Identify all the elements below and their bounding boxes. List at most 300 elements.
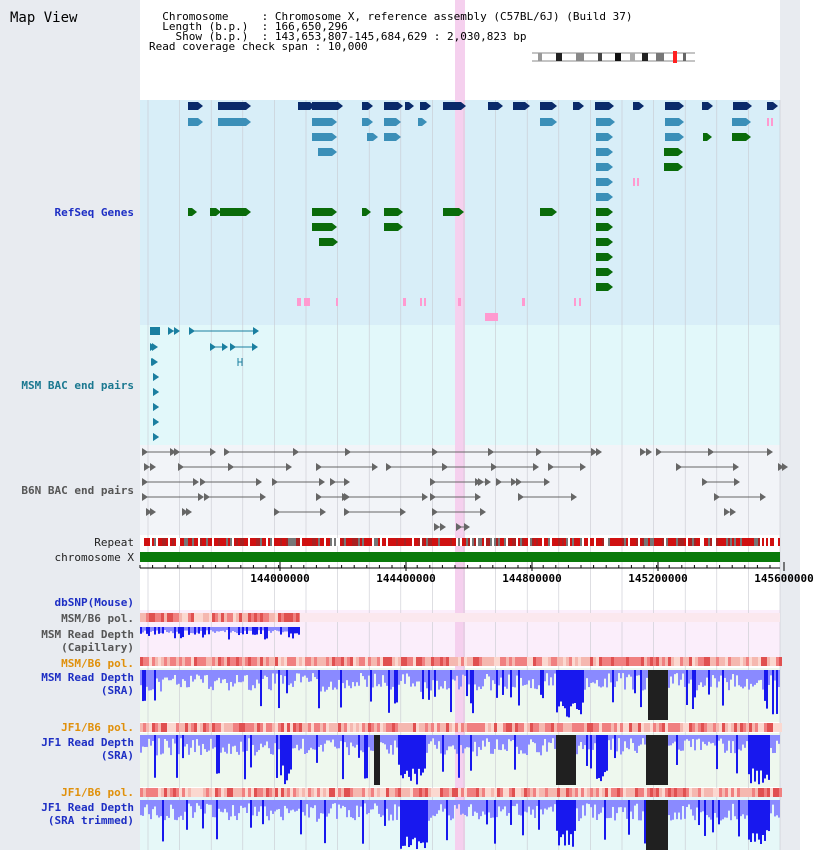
show-info-line: Show (b.p.) : 143,653,807-145,684,629 : 2,030,823 bp [175, 30, 527, 43]
msm-pol-track-2 [716, 657, 719, 666]
jf1-pol-track [230, 723, 233, 732]
jf1-pol-track [626, 723, 629, 732]
track-label-refseq[interactable]: RefSeq Genes [54, 206, 134, 219]
track-label-dbsnp[interactable]: dbSNP(Mouse) [54, 596, 134, 609]
msm-pol-track-2 [590, 657, 593, 666]
msm-sra-depth-bar [210, 670, 212, 687]
jf1-pol-track-2 [410, 788, 413, 797]
jf1-sra-depth-bar [250, 735, 252, 767]
jf1-sra-depth-bar [184, 735, 186, 747]
jf1-sra-depth-bar [726, 735, 728, 751]
jf1-pol-track-2 [548, 788, 551, 797]
repeat-element [630, 538, 632, 546]
jf1-trim-depth-bar [448, 800, 450, 815]
jf1-trim-depth-bar [650, 800, 652, 850]
jf1-sra-depth-bar [652, 735, 654, 785]
jf1-trim-depth-bar [428, 800, 430, 821]
jf1-sra-depth-bar [426, 735, 428, 753]
jf1-trim-depth-bar [396, 800, 398, 820]
jf1-trim-depth-bar [240, 800, 242, 806]
jf1-trim-depth-bar [414, 800, 416, 838]
jf1-sra-depth-bar [606, 735, 608, 771]
msm-pol-track-2 [473, 657, 476, 666]
msm-sra-depth-bar [170, 670, 172, 680]
msm-pol-track-2 [449, 657, 452, 666]
repeat-element [266, 538, 268, 546]
jf1-trim-depth-bar [458, 800, 460, 804]
repeat-element [186, 538, 188, 546]
jf1-pol-track-2 [725, 788, 728, 797]
jf1-pol-track-2 [446, 788, 449, 797]
jf1-pol-track-2 [278, 788, 281, 797]
jf1-sra-depth-bar [178, 735, 180, 754]
jf1-pol-track [728, 723, 731, 732]
msm-sra-depth-bar [750, 670, 752, 684]
track-label-msm-depth-sra[interactable]: MSM Read Depth [41, 671, 134, 684]
msm-sra-depth-bar [164, 670, 166, 678]
jf1-trim-depth-bar [598, 800, 600, 814]
repeat-element [394, 538, 396, 546]
jf1-pol-track-2 [236, 788, 239, 797]
jf1-pol-track-2 [557, 788, 560, 797]
jf1-pol-track-2 [314, 788, 317, 797]
repeat-element [616, 538, 618, 546]
jf1-trim-depth-bar [334, 800, 336, 803]
msm-pol-track [269, 613, 272, 622]
jf1-sra-depth-bar [304, 735, 306, 754]
jf1-pol-track-2 [458, 788, 461, 797]
jf1-sra-depth-bar [244, 735, 246, 779]
jf1-trim-depth-bar [590, 800, 592, 807]
jf1-trim-depth-bar [506, 800, 508, 816]
jf1-sra-depth-bar [504, 735, 506, 749]
msm-pol-track [200, 613, 203, 622]
jf1-trim-depth-bar [178, 800, 180, 817]
msm-sra-depth-bar [158, 670, 160, 682]
jf1-pol-track-2 [260, 788, 263, 797]
jf1-trim-depth-bar [286, 800, 288, 808]
msm-pol-track-2 [407, 657, 410, 666]
repeat-element [418, 538, 420, 546]
msm-sra-depth-bar [778, 670, 780, 687]
msm-sra-depth-bar [698, 670, 700, 685]
msm-sra-depth-bar [296, 670, 298, 673]
msm-pol-track-2 [197, 657, 200, 666]
msm-pol-track-2 [581, 657, 584, 666]
jf1-pol-track-2 [590, 788, 593, 797]
jf1-trim-depth-bar [698, 800, 700, 825]
jf1-sra-depth-bar [294, 735, 296, 748]
msm-pol-track [284, 613, 287, 622]
jf1-sra-depth-bar [498, 735, 500, 750]
jf1-trim-depth-bar [728, 800, 730, 811]
jf1-pol-track [203, 723, 206, 732]
jf1-trim-depth-bar [634, 800, 636, 806]
jf1-pol-track-2 [581, 788, 584, 797]
jf1-sra-depth-bar [506, 735, 508, 751]
jf1-pol-track-2 [728, 788, 731, 797]
jf1-sra-depth-bar [716, 735, 718, 769]
jf1-trim-depth-bar [772, 800, 774, 805]
msm-sra-depth-bar [230, 670, 232, 682]
msm-sra-depth-bar [362, 670, 364, 676]
jf1-pol-track-2 [305, 788, 308, 797]
repeat-element [424, 538, 426, 546]
track-label-b6n-bac[interactable]: B6N BAC end pairs [21, 484, 134, 497]
jf1-pol-track [149, 723, 152, 732]
msm-sra-depth-bar [638, 670, 640, 675]
msm-sra-depth-bar [726, 670, 728, 682]
msm-pol-track-2 [209, 657, 212, 666]
msm-sra-depth-bar [380, 670, 382, 687]
jf1-pol-track [524, 723, 527, 732]
msm-pol-track [152, 613, 155, 622]
jf1-sra-depth-bar [740, 735, 742, 751]
jf1-sra-depth-bar [164, 735, 166, 739]
jf1-pol-track [617, 723, 620, 732]
jf1-pol-track-2 [245, 788, 248, 797]
msm-sra-depth-bar [468, 670, 470, 684]
jf1-trim-depth-bar [316, 800, 318, 822]
jf1-sra-depth-bar [600, 735, 602, 781]
repeat-element [622, 538, 624, 546]
repeat-element [772, 538, 774, 546]
jf1-pol-track [674, 723, 677, 732]
jf1-sra-depth-bar [570, 735, 572, 785]
jf1-pol-track [743, 723, 746, 732]
repeat-element [198, 538, 200, 546]
jf1-trim-depth-bar [176, 800, 178, 820]
jf1-sra-depth-bar [484, 735, 486, 747]
repeat-element [492, 538, 494, 546]
jf1-sra-depth-bar [588, 735, 590, 749]
msm-sra-depth-bar [534, 670, 536, 689]
repeat-element [626, 538, 628, 546]
track-label-jf1-pol-1[interactable]: JF1/B6 pol. [61, 721, 134, 734]
refseq-gene [771, 118, 773, 126]
jf1-trim-depth-bar [232, 800, 234, 805]
msm-sra-depth-bar [536, 670, 538, 689]
jf1-pol-track-2 [218, 788, 221, 797]
msm-pol-track-2 [230, 657, 233, 666]
jf1-sra-depth-bar [448, 735, 450, 746]
jf1-pol-track-2 [620, 788, 623, 797]
msm-sra-depth-bar [526, 670, 528, 684]
repeat-element [646, 538, 648, 546]
msm-sra-depth-bar [290, 670, 292, 683]
jf1-pol-track-2 [482, 788, 485, 797]
refseq-gene [596, 178, 608, 186]
jf1-pol-track-2 [227, 788, 230, 797]
repeat-element [664, 538, 666, 546]
jf1-sra-depth-bar [536, 735, 538, 752]
msm-cap-depth-bar [224, 627, 226, 632]
msm-pol-track-2 [713, 657, 716, 666]
jf1-pol-track [179, 723, 182, 732]
jf1-sra-depth-bar [466, 735, 468, 747]
msm-pol-track [224, 613, 227, 622]
jf1-pol-track-2 [185, 788, 188, 797]
jf1-sra-depth-bar [760, 735, 762, 771]
jf1-sra-depth-bar [692, 735, 694, 739]
jf1-pol-track-2 [680, 788, 683, 797]
msm-pol-track-2 [233, 657, 236, 666]
jf1-pol-track [248, 723, 251, 732]
jf1-pol-track [422, 723, 425, 732]
jf1-sra-depth-bar [224, 735, 226, 752]
jf1-pol-track [275, 723, 278, 732]
msm-sra-depth-bar [172, 670, 174, 679]
msm-sra-depth-bar [352, 670, 354, 682]
jf1-trim-depth-bar [268, 800, 270, 820]
msm-pol-track-2 [461, 657, 464, 666]
jf1-pol-track-2 [326, 788, 329, 797]
jf1-trim-depth-bar [336, 800, 338, 819]
msm-sra-depth-bar [770, 670, 772, 675]
jf1-trim-depth-bar [648, 800, 650, 850]
msm-sra-depth-bar [488, 670, 490, 676]
repeat-element [350, 538, 352, 546]
msm-sra-depth-bar [650, 670, 652, 720]
msm-cap-depth-bar [210, 627, 212, 630]
msm-pol-track-2 [737, 657, 740, 666]
jf1-sra-depth-bar [548, 735, 550, 742]
jf1-sra-depth-bar [246, 735, 248, 751]
jf1-trim-depth-bar [436, 800, 438, 814]
jf1-trim-depth-bar [614, 800, 616, 820]
msm-sra-depth-bar [544, 670, 546, 681]
repeat-element [222, 538, 224, 546]
msm-cap-depth-bar [228, 627, 230, 639]
repeat-element [268, 538, 270, 546]
repeat-element [504, 538, 506, 546]
repeat-element [154, 538, 156, 546]
msm-sra-depth-bar [308, 670, 310, 682]
msm-pol-track-2 [299, 657, 302, 666]
msm-sra-depth-bar [772, 670, 774, 714]
msm-pol-track-2 [254, 657, 257, 666]
jf1-pol-track-2 [656, 788, 659, 797]
jf1-pol-track-2 [479, 788, 482, 797]
msm-sra-depth-bar [332, 670, 334, 690]
jf1-sra-depth-bar [488, 735, 490, 742]
track-label-msm-bac[interactable]: MSM BAC end pairs [21, 379, 134, 392]
jf1-sra-depth-bar [436, 735, 438, 749]
jf1-pol-track-2 [251, 788, 254, 797]
jf1-trim-depth-bar [504, 800, 506, 806]
msm-sra-depth-bar [242, 670, 244, 682]
jf1-sra-depth-bar [530, 735, 532, 739]
msm-sra-depth-bar [670, 670, 672, 677]
repeat-element [242, 538, 244, 546]
msm-pol-track-2 [773, 657, 776, 666]
msm-sra-depth-bar [244, 670, 246, 676]
jf1-sra-depth-bar [346, 735, 348, 747]
track-label-msm-depth-cap[interactable]: MSM Read Depth [41, 628, 134, 641]
jf1-pol-track-2 [677, 788, 680, 797]
jf1-trim-depth-bar [190, 800, 192, 806]
jf1-sra-depth-bar [190, 735, 192, 748]
repeat-element [162, 538, 164, 546]
jf1-pol-track [551, 723, 554, 732]
msm-sra-depth-bar [754, 670, 756, 685]
msm-sra-depth-bar [154, 670, 156, 700]
jf1-pol-track-2 [140, 788, 143, 797]
repeat-element [148, 538, 150, 546]
msm-sra-depth-bar [314, 670, 316, 677]
jf1-sra-depth-bar [750, 735, 752, 783]
track-label-chromosome[interactable]: chromosome X [54, 551, 134, 564]
msm-sra-depth-bar [714, 670, 716, 678]
jf1-trim-depth-bar [454, 800, 456, 805]
jf1-sra-depth-bar [422, 735, 424, 773]
jf1-pol-track [662, 723, 665, 732]
repeat-element [370, 538, 372, 546]
repeat-element [436, 538, 438, 546]
repeat-element [700, 538, 702, 546]
jf1-pol-track [764, 723, 767, 732]
msm-pol-track-2 [575, 657, 578, 666]
jf1-pol-track [302, 723, 305, 732]
jf1-pol-track [470, 723, 473, 732]
msm-cap-depth-bar [206, 627, 208, 630]
repeat-element [204, 538, 206, 546]
jf1-sra-depth-bar [322, 735, 324, 752]
repeat-element [448, 538, 450, 546]
track-label-jf1-depth-sra-sub: (SRA) [100, 749, 134, 762]
repeat-element [298, 538, 300, 546]
jf1-trim-depth-bar [298, 800, 300, 809]
jf1-sra-depth-bar [556, 735, 558, 785]
jf1-pol-track [371, 723, 374, 732]
jf1-trim-depth-bar [376, 800, 378, 806]
msm-sra-depth-bar [246, 670, 248, 675]
track-label-msm-pol-1[interactable]: MSM/B6 pol. [61, 612, 134, 625]
jf1-pol-track [644, 723, 647, 732]
msm-cap-depth-bar [202, 627, 204, 637]
jf1-pol-track-2 [584, 788, 587, 797]
msm-cap-depth-bar [144, 627, 146, 631]
jf1-pol-track [362, 723, 365, 732]
jf1-pol-track [587, 723, 590, 732]
refseq-gene [633, 178, 635, 186]
ideogram-band [683, 53, 686, 61]
jf1-pol-track-2 [224, 788, 227, 797]
jf1-pol-track-2 [248, 788, 251, 797]
track-label-msm-pol-2[interactable]: MSM/B6 pol. [61, 657, 134, 670]
msm-cap-depth-bar [162, 627, 164, 634]
jf1-trim-depth-bar [418, 800, 420, 841]
repeat-element [510, 538, 512, 546]
msm-pol-track [275, 613, 278, 622]
jf1-pol-track-2 [536, 788, 539, 797]
jf1-pol-track [575, 723, 578, 732]
repeat-element [346, 538, 348, 546]
msm-sra-depth-bar [548, 670, 550, 685]
msm-pol-track [227, 613, 230, 622]
repeat-element [550, 538, 552, 546]
jf1-sra-depth-bar [266, 735, 268, 741]
msm-sra-depth-bar [530, 670, 532, 688]
msm-pol-track-2 [668, 657, 671, 666]
jf1-pol-track [686, 723, 689, 732]
jf1-pol-track [437, 723, 440, 732]
msm-sra-depth-bar [718, 670, 720, 682]
jf1-pol-track-2 [698, 788, 701, 797]
jf1-sra-depth-bar [500, 735, 502, 750]
jf1-sra-depth-bar [704, 735, 706, 744]
msm-pol-track-2 [734, 657, 737, 666]
jf1-pol-track [251, 723, 254, 732]
msm-pol-track-2 [458, 657, 461, 666]
repeat-element [284, 538, 286, 546]
jf1-trim-depth-bar [546, 800, 548, 810]
jf1-trim-depth-bar [420, 800, 422, 843]
jf1-sra-depth-bar [310, 735, 312, 748]
jf1-pol-track [440, 723, 443, 732]
track-label-repeat[interactable]: Repeat [94, 536, 134, 549]
jf1-trim-depth-bar [444, 800, 446, 809]
jf1-pol-track-2 [368, 788, 371, 797]
axis-tick-label: 145200000 [628, 572, 688, 585]
track-label-jf1-depth-trim[interactable]: JF1 Read Depth [41, 801, 134, 814]
refseq-gene [596, 208, 608, 216]
msm-cap-depth-bar [196, 627, 198, 633]
jf1-trim-depth-bar [296, 800, 298, 811]
jf1-trim-depth-bar [172, 800, 174, 809]
jf1-trim-depth-bar [392, 800, 394, 821]
jf1-trim-depth-bar [730, 800, 732, 820]
jf1-sra-depth-bar [196, 735, 198, 739]
jf1-pol-track [461, 723, 464, 732]
msm-cap-depth-bar [288, 627, 290, 637]
jf1-pol-track [413, 723, 416, 732]
msm-pol-track [143, 613, 146, 622]
jf1-trim-depth-bar [672, 800, 674, 820]
repeat-element [340, 538, 342, 546]
msm-sra-depth-bar [702, 670, 704, 687]
jf1-pol-track-2 [332, 788, 335, 797]
msm-pol-track-2 [599, 657, 602, 666]
repeat-element [294, 538, 296, 546]
jf1-trim-depth-bar [758, 800, 760, 840]
repeat-element [224, 538, 226, 546]
msm-sra-depth-bar [600, 670, 602, 687]
jf1-pol-track [566, 723, 569, 732]
jf1-trim-depth-bar [690, 800, 692, 809]
jf1-trim-depth-bar [720, 800, 722, 820]
ideogram-band [556, 53, 562, 61]
jf1-trim-depth-bar [292, 800, 294, 810]
jf1-trim-depth-bar [654, 800, 656, 850]
msm-sra-depth-bar [156, 670, 158, 678]
jf1-sra-depth-bar [574, 735, 576, 785]
jf1-sra-depth-bar [366, 735, 368, 778]
jf1-trim-depth-bar [208, 800, 210, 805]
repeat-element [498, 538, 500, 546]
msm-sra-depth-bar [300, 670, 302, 682]
jf1-pol-track [494, 723, 497, 732]
jf1-sra-depth-bar [400, 735, 402, 775]
track-label-jf1-depth-sra[interactable]: JF1 Read Depth [41, 736, 134, 749]
repeat-element [580, 538, 582, 546]
msm-sra-depth-bar [256, 670, 258, 680]
track-label-jf1-pol-2[interactable]: JF1/B6 pol. [61, 786, 134, 799]
repeat-element [740, 538, 742, 546]
repeat-element [712, 538, 714, 546]
jf1-trim-depth-bar [536, 800, 538, 806]
jf1-pol-track-2 [188, 788, 191, 797]
